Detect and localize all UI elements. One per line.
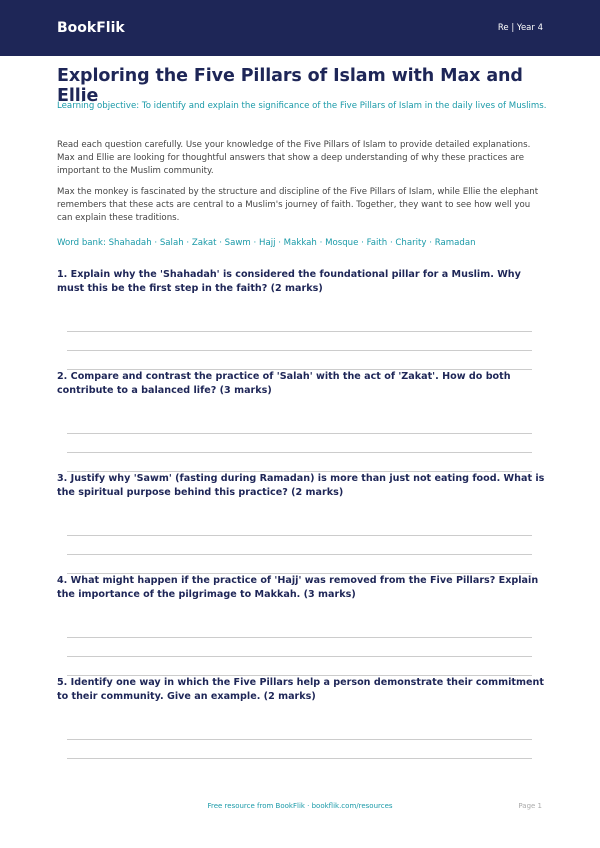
word-bank: Word bank: Shahadah · Salah · Zakat · Sawm · Hajj · Makkah · Mosque · Faith · Charity · Ramadan bbox=[57, 238, 476, 248]
question-2 bbox=[57, 370, 547, 398]
answer-line[interactable] bbox=[67, 758, 532, 759]
question-5-text: 5. Identify one way in which the Five Pillars help a person demonstrate their commitment to their community. Give an example. (2 marks) bbox=[57, 677, 544, 702]
intro-paragraph-2: Max the monkey is fascinated by the structure and discipline of the Five Pillars of Islam, while Ellie the elephant remembers that these acts are central to a Muslim's journey of faith. Together, they want to see how well you can explain these traditions. bbox=[57, 187, 539, 223]
question-1-text: 1. Explain why the 'Shahadah' is considered the foundational pillar for a Muslim. Why must this be the first step in the faith? (2 marks) bbox=[57, 269, 521, 294]
answer-line[interactable] bbox=[67, 554, 532, 555]
question-1 bbox=[57, 268, 547, 296]
intro-paragraph-1: Read each question carefully. Use your knowledge of the Five Pillars of Islam to provide detailed explanations. Max and Ellie are looking for thoughtful answers that show a deep understanding of why these practices are important to the Muslim community. bbox=[57, 140, 531, 176]
answer-line[interactable] bbox=[67, 739, 532, 740]
footer-link[interactable]: Free resource from BookFlik · bookflik.com/resources bbox=[207, 802, 393, 810]
page-number: Page 1 bbox=[518, 802, 542, 810]
brand-logo-text[interactable]: BookFlik bbox=[57, 20, 125, 36]
question-3-text: 3. Justify why 'Sawm' (fasting during Ramadan) is more than just not eating food. What is the spiritual purpose behind this practice? (2 marks) bbox=[57, 473, 545, 498]
learning-objective: Learning objective: To identify and explain the significance of the Five Pillars of Islam in the daily lives of Muslims. bbox=[57, 101, 547, 111]
question-5 bbox=[57, 676, 547, 704]
answer-line[interactable] bbox=[67, 535, 532, 536]
answer-line[interactable] bbox=[67, 350, 532, 351]
question-4 bbox=[57, 574, 547, 602]
worksheet-title: Exploring the Five Pillars of Islam with Max and Ellie bbox=[57, 66, 523, 106]
subject-year-label: Re | Year 4 bbox=[497, 23, 543, 33]
answer-line[interactable] bbox=[67, 452, 532, 453]
page-header bbox=[0, 0, 600, 56]
question-4-text: 4. What might happen if the practice of 'Hajj' was removed from the Five Pillars? Explain the importance of the pilgrimage to Makkah. (3 marks) bbox=[57, 575, 539, 600]
answer-line[interactable] bbox=[67, 331, 532, 332]
question-2-text: 2. Compare and contrast the practice of 'Salah' with the act of 'Zakat'. How do both contribute to a balanced life? (3 marks) bbox=[57, 371, 511, 396]
answer-line[interactable] bbox=[67, 637, 532, 638]
answer-line[interactable] bbox=[67, 433, 532, 434]
answer-line[interactable] bbox=[67, 656, 532, 657]
question-3 bbox=[57, 472, 547, 500]
